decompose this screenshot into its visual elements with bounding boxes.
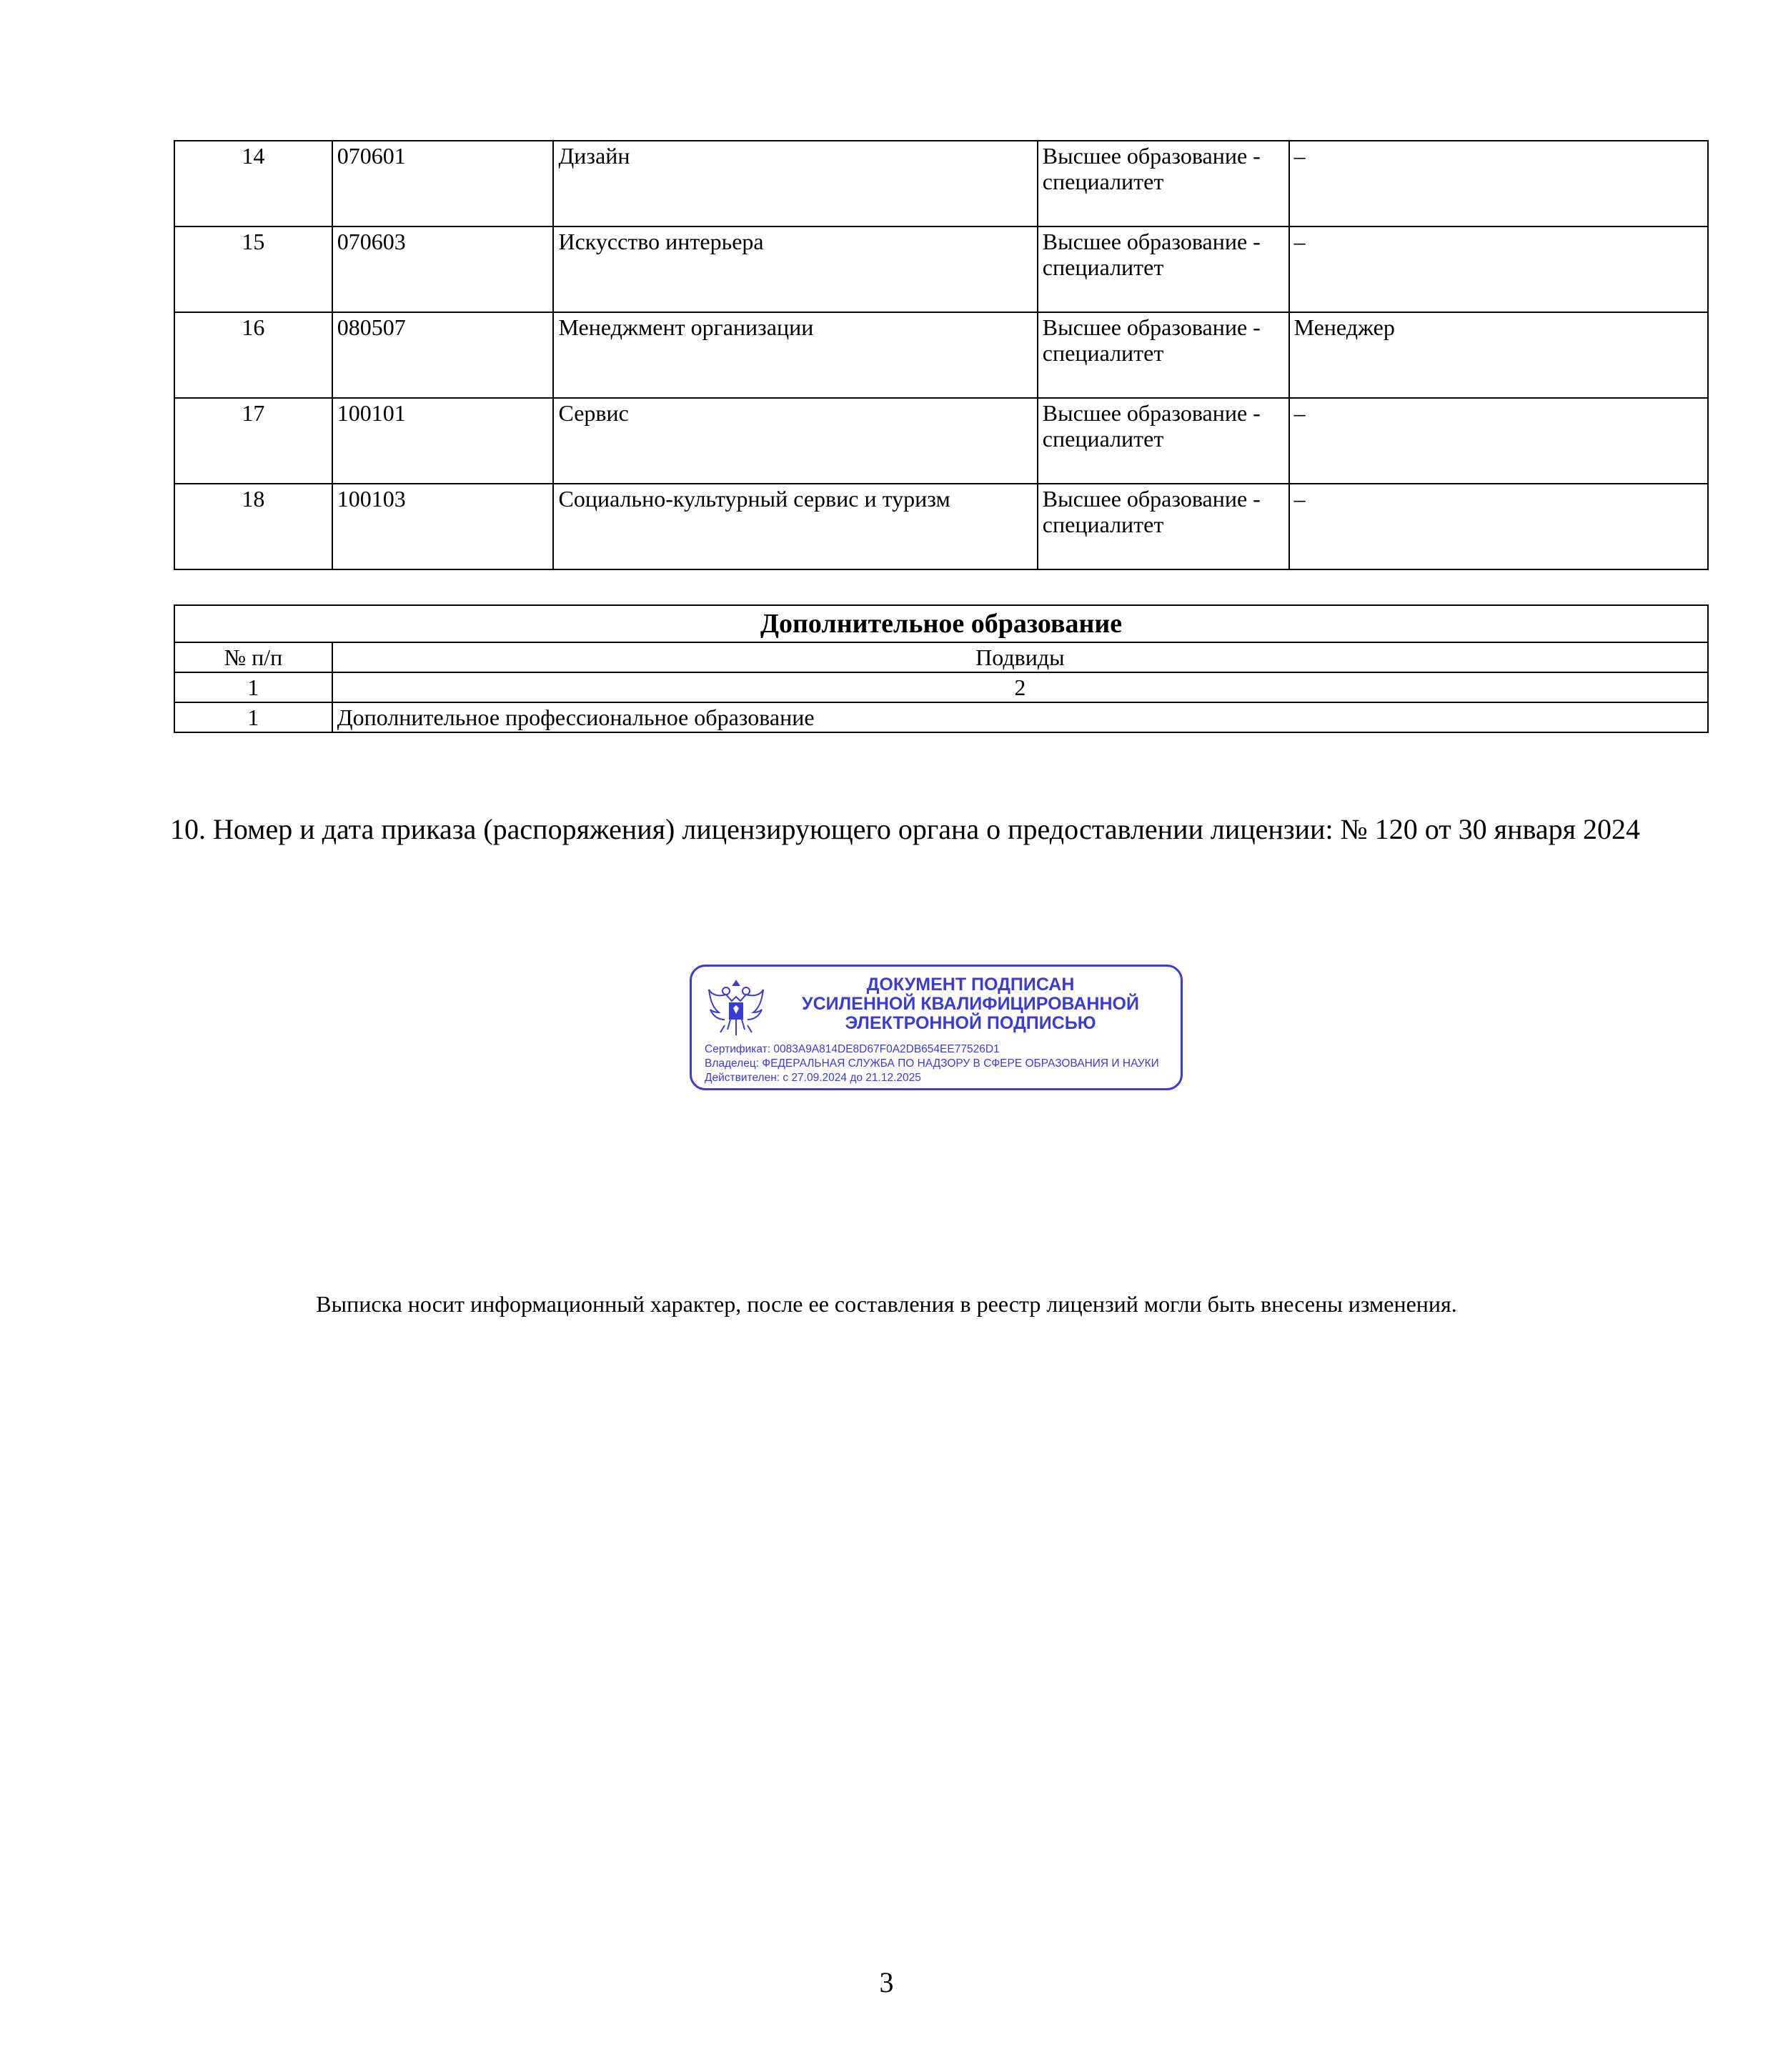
subtype-name: Дополнительное профессиональное образование [332,702,1708,732]
table-row [174,312,1708,398]
row-number: 16 [174,312,332,398]
program-code: 070603 [332,226,554,312]
row-number: 18 [174,484,332,569]
table-title-row [174,605,1708,642]
table-row [174,226,1708,312]
table-row [174,141,1708,226]
row-number: 1 [174,702,332,732]
table-row [174,484,1708,569]
table-header-numbers-row [174,672,1708,702]
education-level: Высшее образование - специалитет [1038,398,1289,484]
qualification: Менеджер [1289,312,1708,398]
column-header-subtype: Подвиды [332,642,1708,672]
electronic-signature-stamp [690,965,1183,1090]
stamp-title-line-3: ЭЛЕКТРОННОЙ ПОДПИСЬЮ [845,1013,1096,1033]
program-name: Искусство интерьера [553,226,1037,312]
table-header-row [174,642,1708,672]
stamp-validity: Действителен: с 27.09.2024 до 21.12.2025 [705,1072,921,1084]
table-row [174,398,1708,484]
column-number-1: 1 [174,672,332,702]
stamp-owner: Владелец: ФЕДЕРАЛЬНАЯ СЛУЖБА ПО НАДЗОРУ В СФЕРЕ ОБРАЗОВАНИЯ И НАУКИ [705,1057,1159,1070]
stamp-title-line-2: УСИЛЕННОЙ КВАЛИФИЦИРОВАННОЙ [802,994,1139,1014]
program-name: Менеджмент организации [553,312,1037,398]
table-title: Дополнительное образование [174,605,1708,642]
qualification: – [1289,484,1708,569]
program-code: 070601 [332,141,554,226]
disclaimer-text: Выписка носит информационный характер, после ее составления в реестр лицензий могли быть внесены изменения. [316,1291,1457,1317]
column-header-number: № п/п [174,642,332,672]
stamp-certificate: Сертификат: 0083A9A814DE8D67F0A2DB654EE77526D1 [705,1043,1000,1055]
program-name: Сервис [553,398,1037,484]
program-name: Дизайн [553,141,1037,226]
page-number: 3 [879,1966,894,1998]
education-level: Высшее образование - специалитет [1038,484,1289,569]
row-number: 14 [174,141,332,226]
license-order-text: 10. Номер и дата приказа (распоряжения) лицензирующего органа о предоставлении лицензии: № 120 от 30 января 2024 [170,813,1640,845]
row-number: 17 [174,398,332,484]
programs-table [174,140,1709,570]
coat-of-arms-icon [706,975,766,1041]
program-code: 100103 [332,484,554,569]
row-number: 15 [174,226,332,312]
table-row [174,702,1708,732]
education-level: Высшее образование - специалитет [1038,141,1289,226]
qualification: – [1289,141,1708,226]
qualification: – [1289,398,1708,484]
column-number-2: 2 [332,672,1708,702]
stamp-title-line-1: ДОКУМЕНТ ПОДПИСАН [866,975,1075,995]
program-code: 080507 [332,312,554,398]
qualification: – [1289,226,1708,312]
education-level: Высшее образование - специалитет [1038,226,1289,312]
additional-education-table [174,604,1709,733]
program-name: Социально-культурный сервис и туризм [553,484,1037,569]
education-level: Высшее образование - специалитет [1038,312,1289,398]
program-code: 100101 [332,398,554,484]
